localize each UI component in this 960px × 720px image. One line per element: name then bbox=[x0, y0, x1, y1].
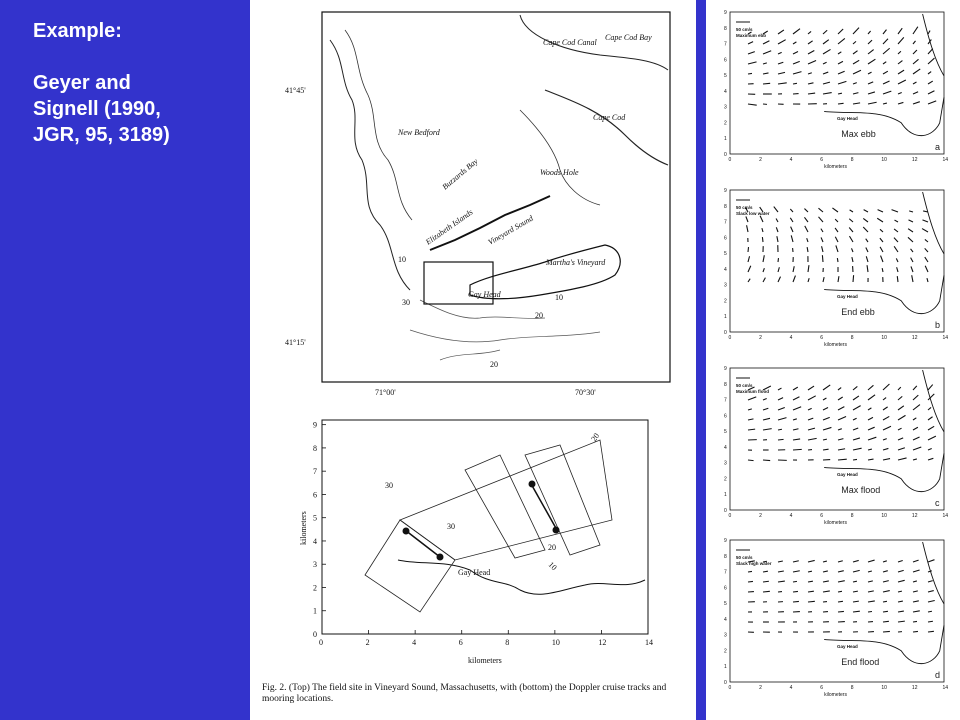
panel-state-label: Max flood bbox=[841, 484, 881, 495]
y-tick-label: 2 bbox=[313, 583, 317, 593]
lat-label: 41°45' bbox=[285, 86, 306, 95]
velocity-arrow bbox=[793, 601, 799, 602]
mooring-marker bbox=[529, 481, 536, 488]
velocity-arrow bbox=[883, 601, 887, 602]
velocity-arrow bbox=[778, 429, 782, 430]
panel-state-label: Max ebb bbox=[841, 128, 876, 139]
panel-letter: a bbox=[935, 142, 941, 152]
x-tick-label: 10 bbox=[881, 335, 887, 341]
lon-label: 70°30' bbox=[575, 388, 596, 397]
x-tick-label: 12 bbox=[911, 157, 918, 163]
x-tick-label: 2 bbox=[759, 335, 762, 341]
x-tick-label: 2 bbox=[759, 513, 762, 519]
x-axis-label: kilometers bbox=[824, 342, 847, 348]
title-line: Example: bbox=[33, 20, 122, 42]
y-tick-label: 4 bbox=[724, 266, 727, 273]
y-tick-label: 8 bbox=[724, 25, 727, 32]
velocity-arrow bbox=[823, 449, 829, 450]
x-tick-label: 0 bbox=[728, 157, 732, 163]
place-label: Cape Cod Canal bbox=[543, 38, 597, 47]
velocity-arrow bbox=[897, 276, 898, 282]
velocity-arrow bbox=[853, 459, 857, 460]
y-tick-label: 7 bbox=[724, 569, 727, 576]
x-tick-label: 14 bbox=[645, 638, 653, 647]
x-tick-label: 8 bbox=[505, 638, 510, 647]
y-tick-label: 3 bbox=[724, 632, 727, 639]
x-tick-label: 14 bbox=[942, 685, 949, 691]
y-tick-label: 2 bbox=[724, 120, 727, 127]
velocity-arrow bbox=[837, 258, 838, 262]
y-tick-label: 8 bbox=[724, 203, 727, 210]
place-label: New Bedford bbox=[398, 128, 440, 137]
velocity-arrow bbox=[793, 83, 797, 84]
y-tick-label: 0 bbox=[724, 152, 727, 158]
y-tick-label: 1 bbox=[313, 606, 317, 616]
place-label: Buzzards Bay bbox=[440, 156, 480, 192]
y-tick-label: 8 bbox=[724, 381, 727, 388]
depth-label: 10 bbox=[398, 255, 406, 264]
velocity-arrow bbox=[883, 621, 889, 622]
scale-label: 50 cm/s bbox=[736, 383, 753, 388]
scale-label: 50 cm/s bbox=[736, 205, 753, 210]
place-label: Vineyard Sound bbox=[486, 213, 535, 247]
x-axis-label: kilometers bbox=[824, 164, 847, 170]
y-tick-label: 4 bbox=[724, 616, 727, 623]
y-tick-label: 7 bbox=[313, 467, 317, 477]
y-tick-label: 5 bbox=[313, 513, 317, 523]
x-tick-label: 12 bbox=[911, 513, 918, 519]
y-tick-label: 0 bbox=[313, 630, 317, 639]
y-axis-label: kilometers bbox=[299, 511, 308, 545]
y-tick-label: 3 bbox=[724, 460, 727, 467]
y-tick-label: 8 bbox=[724, 553, 727, 560]
x-axis-label: kilometers bbox=[824, 520, 847, 526]
depth-label: 20 bbox=[548, 543, 556, 552]
x-tick-label: 14 bbox=[942, 513, 949, 519]
y-tick-label: 9 bbox=[724, 188, 727, 194]
x-tick-label: 10 bbox=[881, 157, 887, 163]
velocity-arrow bbox=[793, 591, 798, 592]
y-tick-label: 5 bbox=[724, 73, 727, 80]
x-tick-label: 4 bbox=[412, 638, 417, 647]
panel-letter: d bbox=[935, 670, 941, 680]
x-tick-label: 12 bbox=[911, 335, 918, 341]
x-tick-label: 12 bbox=[911, 685, 918, 691]
y-tick-label: 1 bbox=[724, 664, 727, 671]
velocity-arrow bbox=[793, 449, 802, 450]
x-axis-label: kilometers bbox=[824, 692, 847, 698]
panel-letter: b bbox=[935, 320, 941, 330]
velocity-arrow bbox=[868, 611, 872, 612]
y-tick-label: 7 bbox=[724, 397, 727, 404]
x-tick-label: 10 bbox=[551, 638, 560, 647]
x-tick-label: 0 bbox=[319, 638, 323, 647]
panel-title: Slack high water bbox=[736, 561, 772, 566]
x-tick-label: 10 bbox=[881, 685, 887, 691]
velocity-panel bbox=[724, 10, 948, 170]
x-tick-label: 0 bbox=[728, 335, 732, 341]
velocity-arrow bbox=[808, 571, 812, 572]
y-tick-label: 7 bbox=[724, 219, 727, 226]
velocity-arrow bbox=[763, 581, 769, 582]
velocity-arrow bbox=[838, 601, 843, 602]
x-tick-label: 12 bbox=[598, 638, 607, 647]
y-tick-label: 0 bbox=[724, 508, 727, 514]
velocity-panel bbox=[724, 366, 948, 526]
y-tick-label: 9 bbox=[313, 420, 317, 430]
place-label: Elizabeth Islands bbox=[423, 207, 475, 247]
place-label: Gay Head bbox=[837, 471, 858, 477]
lat-label: 41°15' bbox=[285, 338, 306, 347]
lon-label: 71°00' bbox=[375, 388, 396, 397]
velocity-arrow bbox=[808, 601, 815, 602]
cruise-track-plot bbox=[299, 420, 653, 665]
velocity-arrow bbox=[748, 73, 752, 74]
x-tick-label: 8 bbox=[850, 513, 854, 519]
x-tick-label: 6 bbox=[820, 335, 823, 341]
scale-label: 50 cm/s bbox=[736, 27, 753, 32]
y-tick-label: 9 bbox=[724, 10, 727, 16]
velocity-arrow bbox=[838, 611, 844, 612]
velocity-arrow bbox=[778, 439, 784, 440]
depth-label: 30 bbox=[402, 298, 410, 307]
place-label: Cape Cod Bay bbox=[605, 33, 652, 42]
place-label: Martha's Vineyard bbox=[546, 258, 606, 267]
y-tick-label: 3 bbox=[313, 560, 317, 570]
depth-label: 20 bbox=[535, 311, 543, 320]
velocity-arrow bbox=[793, 581, 797, 582]
mooring-marker bbox=[553, 527, 560, 534]
x-tick-label: 14 bbox=[942, 335, 949, 341]
panel-title: Maximum flood bbox=[736, 389, 770, 394]
velocity-arrow bbox=[762, 237, 763, 242]
velocity-arrow bbox=[838, 103, 844, 104]
y-tick-label: 6 bbox=[724, 413, 727, 420]
velocity-arrow bbox=[748, 571, 752, 572]
site-map bbox=[285, 12, 670, 397]
x-tick-label: 4 bbox=[789, 513, 793, 519]
panel-state-label: End flood bbox=[841, 656, 880, 667]
place-label: Cape Cod bbox=[593, 113, 626, 122]
x-tick-label: 10 bbox=[881, 513, 887, 519]
y-tick-label: 1 bbox=[724, 314, 727, 321]
y-tick-label: 6 bbox=[724, 235, 727, 242]
x-tick-label: 2 bbox=[759, 157, 762, 163]
y-tick-label: 4 bbox=[724, 88, 727, 95]
velocity-arrow bbox=[928, 631, 934, 632]
x-tick-label: 8 bbox=[850, 685, 854, 691]
place-label: Gay Head bbox=[837, 115, 858, 121]
y-tick-label: 7 bbox=[724, 41, 727, 48]
place-label: Gay Head bbox=[468, 290, 501, 299]
velocity-arrow bbox=[748, 460, 754, 461]
velocity-panel bbox=[724, 538, 948, 698]
y-tick-label: 8 bbox=[313, 443, 317, 453]
y-tick-label: 1 bbox=[724, 136, 727, 143]
velocity-arrow bbox=[763, 571, 768, 572]
velocity-arrow bbox=[763, 83, 770, 84]
velocity-panel bbox=[724, 188, 948, 348]
mooring-marker bbox=[403, 528, 410, 535]
mooring-marker bbox=[437, 554, 444, 561]
x-tick-label: 6 bbox=[820, 513, 823, 519]
y-tick-label: 5 bbox=[724, 429, 727, 436]
depth-label: 20 bbox=[490, 360, 498, 369]
y-tick-label: 9 bbox=[724, 538, 727, 544]
depth-label: 20 bbox=[589, 431, 602, 444]
depth-label: 10 bbox=[546, 560, 559, 573]
y-tick-label: 3 bbox=[724, 282, 727, 289]
x-tick-label: 2 bbox=[759, 685, 762, 691]
velocity-arrow bbox=[748, 581, 753, 582]
y-tick-label: 6 bbox=[724, 585, 727, 592]
y-tick-label: 2 bbox=[724, 298, 727, 305]
x-axis-label: kilometers bbox=[468, 656, 502, 665]
x-tick-label: 0 bbox=[728, 685, 732, 691]
y-tick-label: 2 bbox=[724, 648, 727, 655]
y-tick-label: 5 bbox=[724, 251, 727, 258]
velocity-arrow bbox=[838, 591, 842, 592]
title-line: JGR, 95, 3189) bbox=[33, 124, 170, 146]
panel-letter: c bbox=[935, 498, 940, 508]
depth-label: 30 bbox=[447, 522, 455, 531]
velocity-arrow bbox=[928, 611, 932, 612]
x-tick-label: 4 bbox=[789, 157, 793, 163]
scale-label: 50 cm/s bbox=[736, 555, 753, 560]
velocity-arrow bbox=[822, 255, 823, 262]
velocity-arrow bbox=[853, 611, 860, 612]
y-tick-label: 6 bbox=[313, 490, 317, 500]
title-line: Signell (1990, bbox=[33, 98, 161, 120]
x-tick-label: 6 bbox=[820, 685, 823, 691]
x-tick-label: 4 bbox=[789, 685, 793, 691]
place-label: Gay Head bbox=[837, 643, 858, 649]
depth-label: 10 bbox=[555, 293, 563, 302]
velocity-arrow bbox=[853, 275, 854, 282]
y-tick-label: 4 bbox=[313, 536, 317, 546]
y-tick-label: 4 bbox=[724, 444, 727, 451]
velocity-arrow bbox=[883, 611, 888, 612]
y-tick-label: 3 bbox=[724, 104, 727, 111]
panel-state-label: End ebb bbox=[841, 306, 875, 317]
y-tick-label: 0 bbox=[724, 680, 727, 686]
place-label: Gay Head bbox=[837, 293, 858, 299]
x-tick-label: 6 bbox=[820, 157, 823, 163]
title-line: Geyer and bbox=[33, 72, 131, 94]
velocity-arrow bbox=[763, 460, 770, 461]
y-tick-label: 2 bbox=[724, 476, 727, 483]
x-tick-label: 8 bbox=[850, 157, 854, 163]
velocity-arrow bbox=[883, 631, 890, 632]
x-tick-label: 0 bbox=[728, 513, 732, 519]
panel-title: Slack low water bbox=[736, 211, 770, 216]
place-label: Gay Head bbox=[458, 568, 491, 577]
velocity-arrow bbox=[748, 247, 749, 252]
x-tick-label: 4 bbox=[789, 335, 793, 341]
x-tick-label: 8 bbox=[850, 335, 854, 341]
depth-label: 30 bbox=[385, 481, 393, 490]
y-tick-label: 5 bbox=[724, 601, 727, 608]
velocity-panels bbox=[724, 10, 948, 698]
y-tick-label: 6 bbox=[724, 57, 727, 64]
x-tick-label: 6 bbox=[458, 638, 463, 647]
velocity-arrow bbox=[913, 631, 918, 632]
y-tick-label: 0 bbox=[724, 330, 727, 336]
y-tick-label: 9 bbox=[724, 366, 727, 372]
y-tick-label: 1 bbox=[724, 492, 727, 499]
x-tick-label: 14 bbox=[942, 157, 949, 163]
place-label: Woods Hole bbox=[540, 168, 579, 177]
panel-title: Maximum ebb bbox=[736, 33, 767, 38]
velocity-arrow bbox=[763, 591, 770, 592]
x-tick-label: 2 bbox=[365, 638, 370, 647]
velocity-arrow bbox=[928, 621, 933, 622]
figure-caption: Fig. 2. (Top) The field site in Vineyard Sound, Massachusetts, with (bottom) the Doppler cruise tracks and mooring locations. bbox=[262, 683, 667, 704]
velocity-arrow bbox=[913, 621, 917, 622]
